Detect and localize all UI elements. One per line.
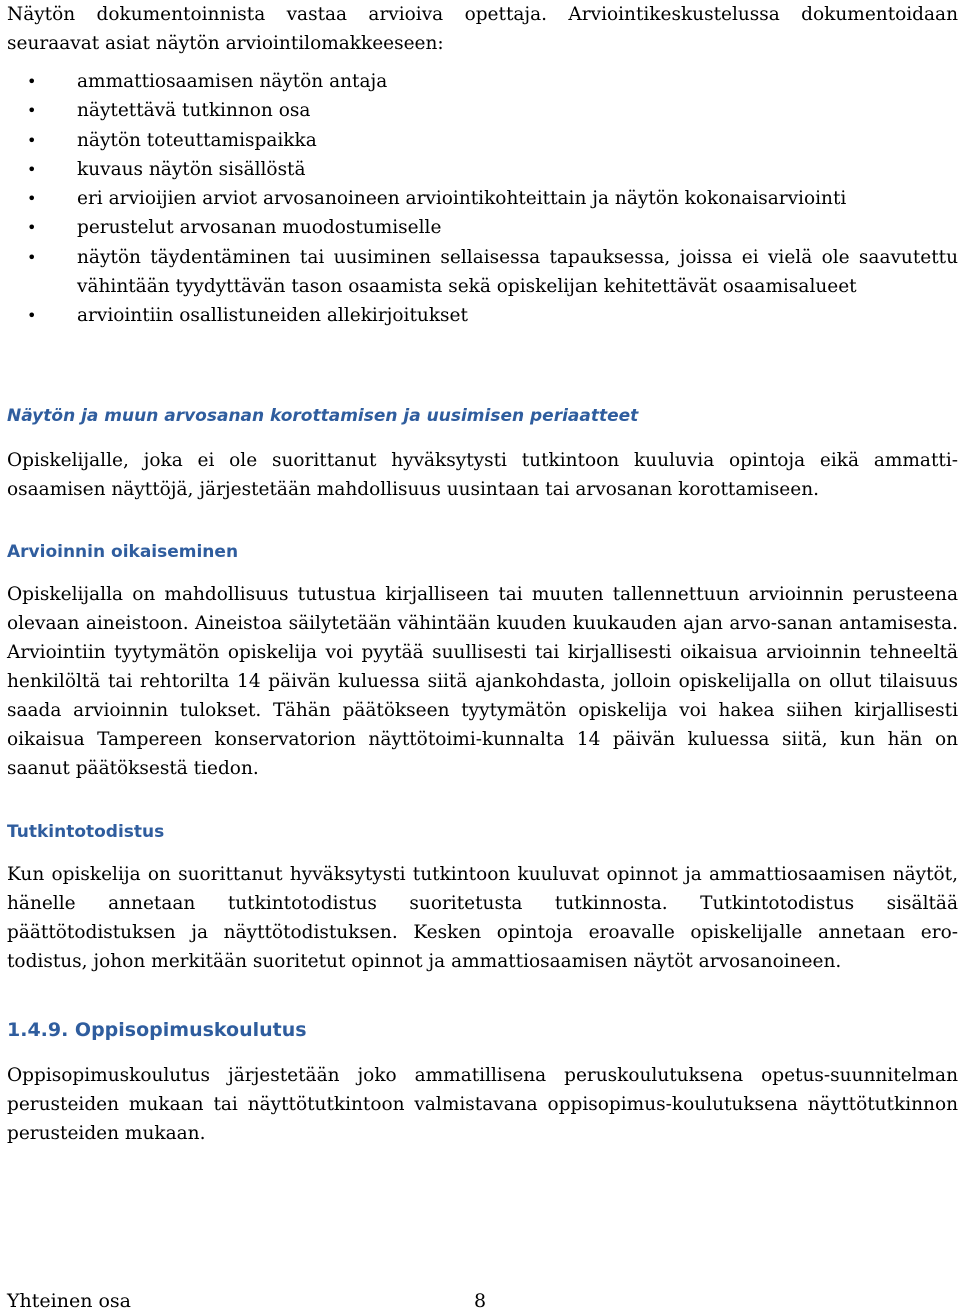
page-number: 8 xyxy=(474,1290,487,1312)
section-heading-korotus: Näytön ja muun arvosanan korottamisen ja uusimisen periaatteet xyxy=(7,406,639,426)
list-item: • näytettävä tutkinnon osa xyxy=(7,96,958,125)
section-heading-todistus: Tutkintotodistus xyxy=(7,822,165,842)
list-item: • perustelut arvosanan muodostumiselle xyxy=(7,213,958,242)
bullet-icon: • xyxy=(27,218,37,238)
list-item: • näytön täydentäminen tai uusiminen sellaisessa tapauksessa, joissa ei vielä ole saavutettu vähintään tyydyttävän tason osaamista sekä opiskelijan kehitettävät osaamisalueet xyxy=(7,243,958,302)
bullet-icon: • xyxy=(27,130,37,150)
list-item: • eri arvioijien arviot arvosanoineen arviointikohteittain ja näytön kokonaisarviointi xyxy=(7,184,958,213)
bullet-icon: • xyxy=(27,306,37,326)
section-heading-oppisopimus: 1.4.9. Oppisopimuskoulutus xyxy=(7,1019,307,1041)
footer-label: Yhteinen osa xyxy=(7,1290,132,1312)
bullet-icon: • xyxy=(27,247,37,267)
korotus-paragraph: Opiskelijalle, joka ei ole suorittanut hyväksytysti tutkintoon kuuluvia opintoja eikä ammatti-osaamisen näyttöjä, järjestetään mahdollisuus uusintaan tai arvosanan korottamiseen. xyxy=(7,450,958,500)
list-item: • arviointiin osallistuneiden allekirjoitukset xyxy=(7,301,958,330)
assessment-items-list xyxy=(7,67,958,331)
section-heading-oikaisu: Arvioinnin oikaiseminen xyxy=(7,542,239,562)
intro-paragraph: Näytön dokumentoinnista vastaa arvioiva opettaja. Arviointikeskustelussa dokumentoidaan seuraavat asiat näytön arviointilomakkeeseen: xyxy=(7,4,958,54)
todistus-paragraph: Kun opiskelija on suorittanut hyväksytysti tutkintoon kuuluvat opinnot ja ammattiosaamisen näytöt, hänelle annetaan tutkintotodistus suoritetusta tutkinnosta. Tutkintotodistus sisältää päättötodistuksen ja näyttötodistuksen. Kesken opintoja eroavalle opiskelijalle annetaan ero-todistus, johon merkitään suoritetut opinnot ja ammattiosaamisen näytöt arvosanoineen. xyxy=(7,864,958,972)
list-item: • ammattiosaamisen näytön antaja xyxy=(7,67,958,96)
list-item: • näytön toteuttamispaikka xyxy=(7,126,958,155)
bullet-icon: • xyxy=(27,189,37,209)
bullet-icon: • xyxy=(27,101,37,121)
bullet-icon: • xyxy=(27,159,37,179)
bullet-icon: • xyxy=(27,72,37,91)
oppisopimus-paragraph: Oppisopimuskoulutus järjestetään joko ammatillisena peruskoulutuksena opetus-suunnitelman perusteiden mukaan tai näyttötutkintoon valmistavana oppisopimus-koulutuksena näyttötutkinnon perusteiden mukaan. xyxy=(7,1065,958,1144)
list-item: • kuvaus näytön sisällöstä xyxy=(7,155,958,184)
oikaisu-paragraph: Opiskelijalla on mahdollisuus tutustua kirjalliseen tai muuten tallennettuun arvioinnin perusteena olevaan aineistoon. Aineistoa säilytetään vähintään kuuden kuukauden ajan arvo-sanan antamisesta. Arviointiin tyytymätön opiskelija voi pyytää suullisesti tai kirjallisesti oikaisua arvioinnin tehneeltä henkilöltä tai rehtorilta 14 päivän kuluessa siitä ajankohdasta, jolloin opiskelijalla on ollut tilaisuus saada arvioinnin tulokset. Tähän päätökseen tyytymätön opiskelija voi hakea siihen kirjallisesti oikaisua Tampereen konservatorion näyttötoimi-kunnalta 14 päivän kuluessa siitä, kun hän on saanut päätöksestä tiedon. xyxy=(7,584,958,779)
